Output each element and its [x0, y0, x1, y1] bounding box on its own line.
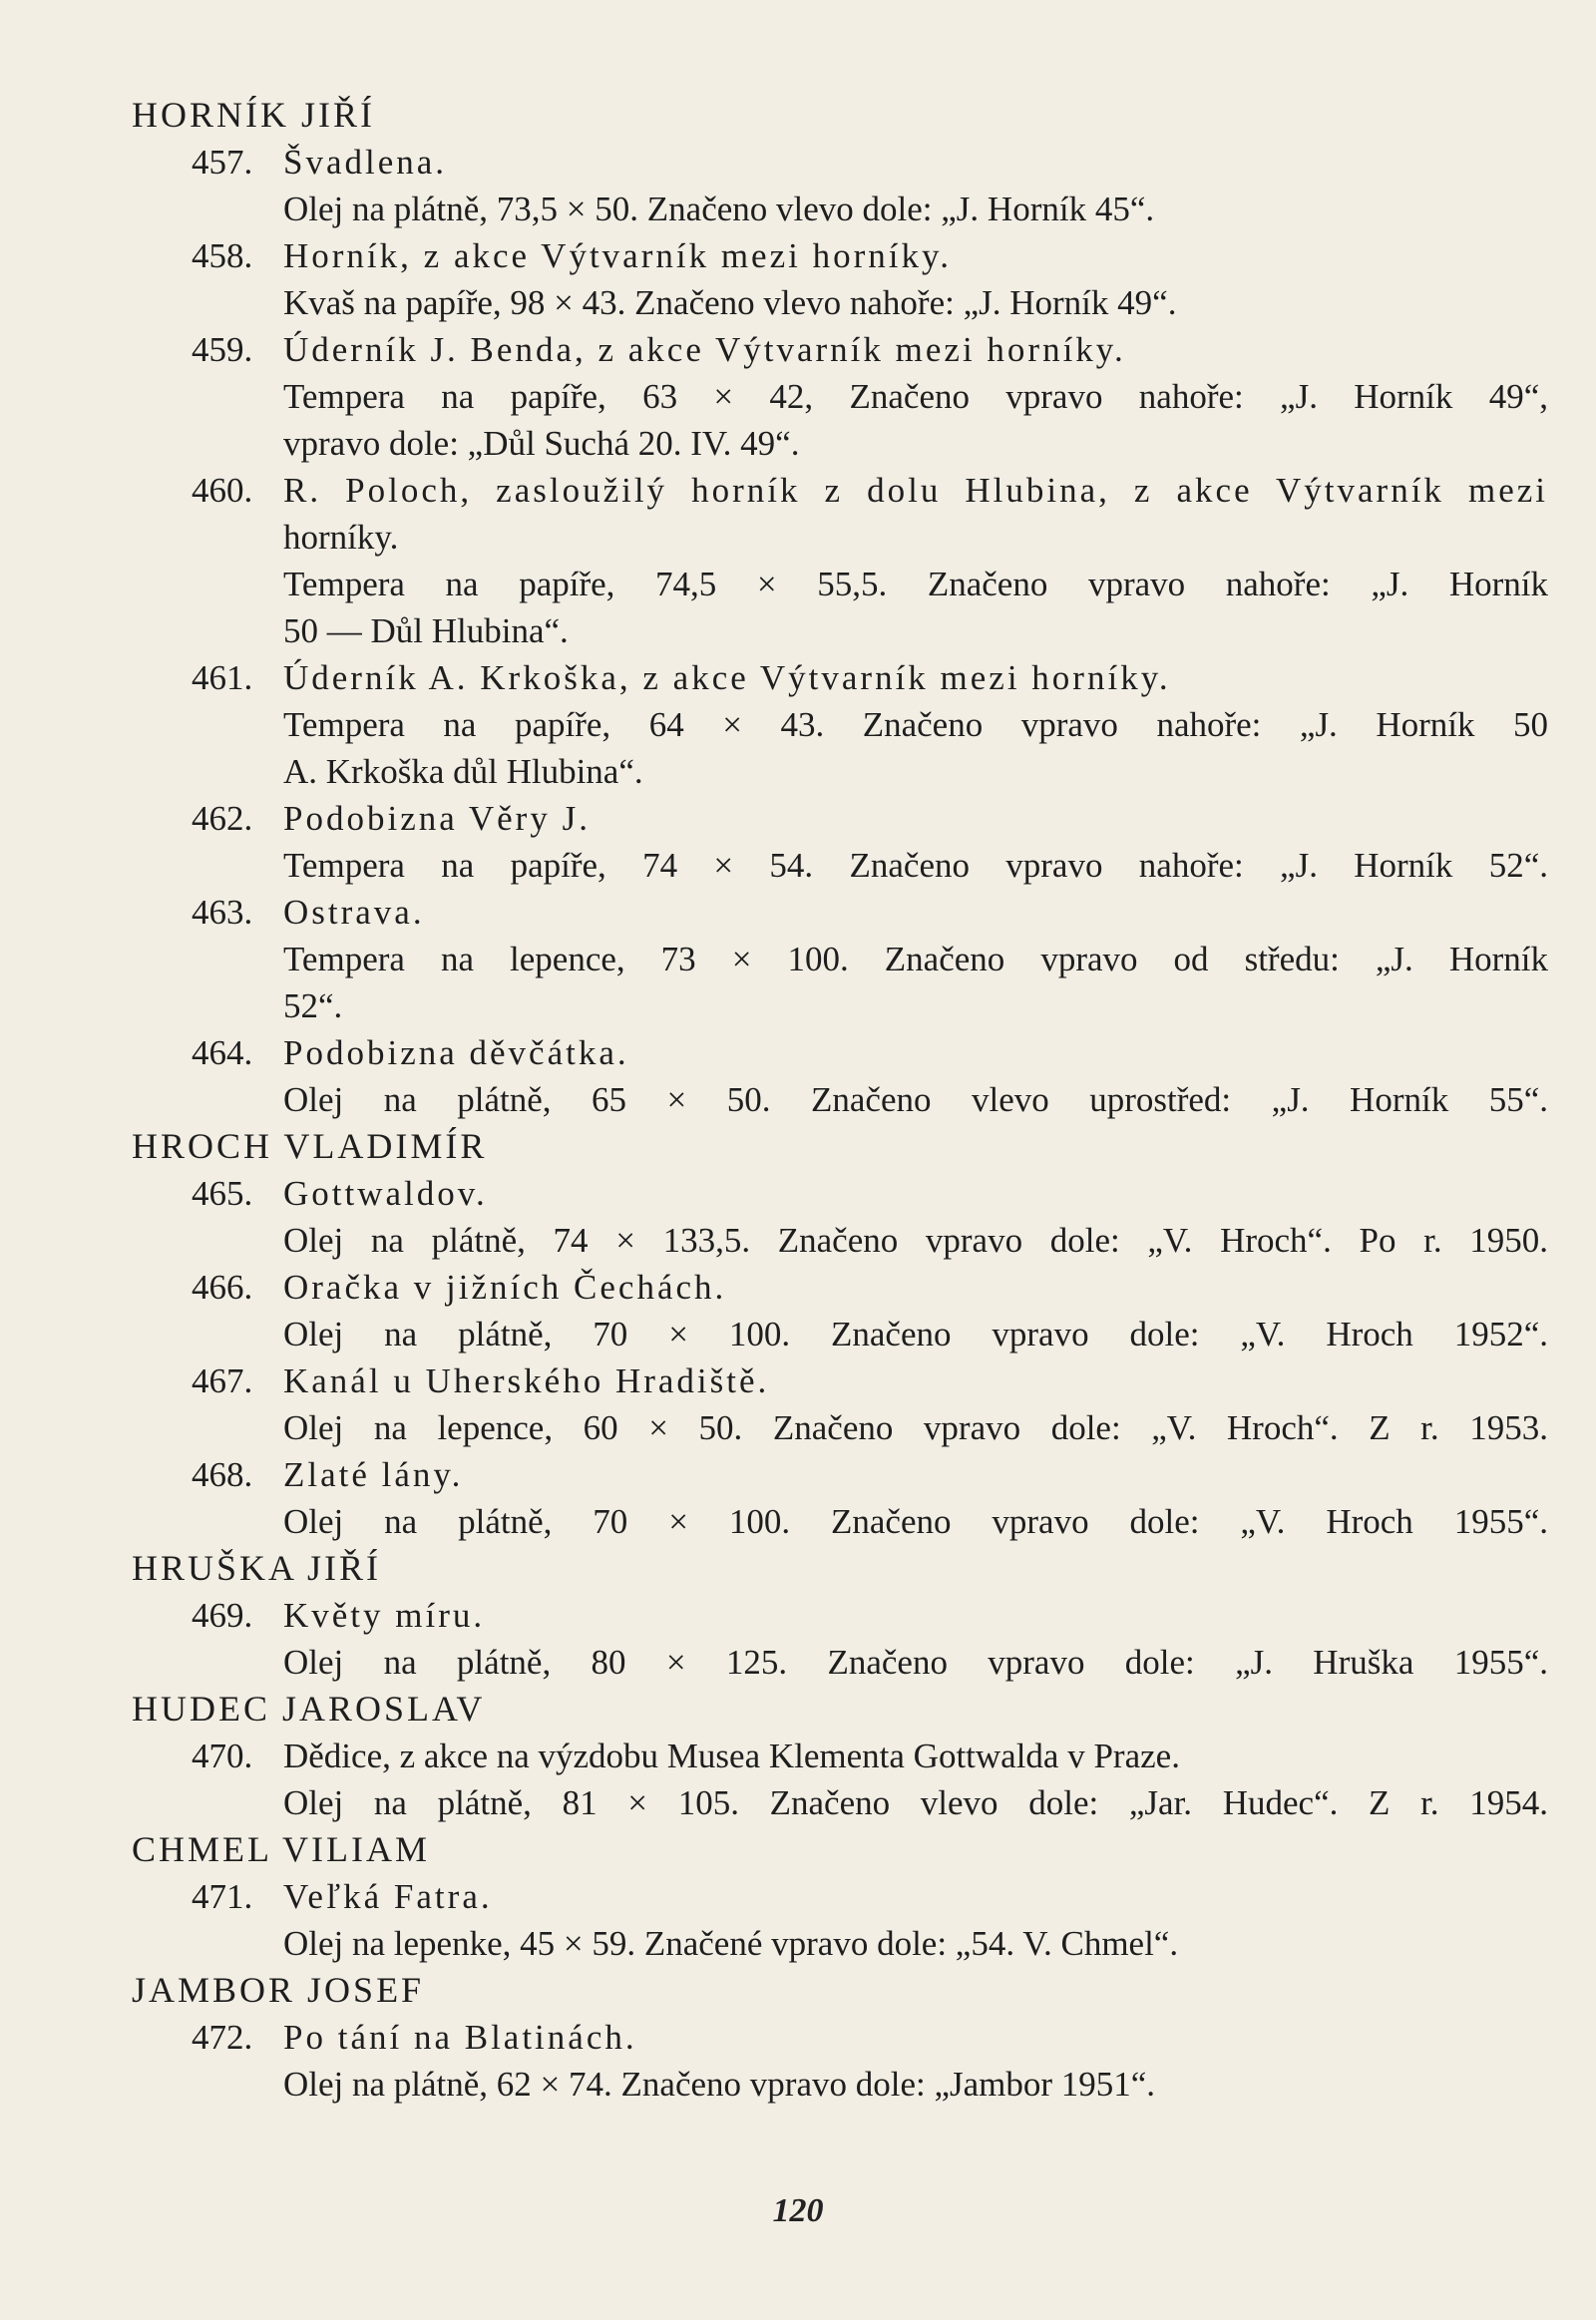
- entry-number: 471.: [192, 1877, 253, 1916]
- work-description: Olej na lepenke, 45 × 59. Značené vpravo dole: „54. V. Chmel“.: [283, 1924, 1179, 1963]
- work-description: Olej na plátně, 81 × 105. Značeno vlevo dole: „Jar. Hudec“. Z r. 1954.: [283, 1783, 1548, 1822]
- work-title: Oračka v jižních Čechách.: [283, 1268, 727, 1307]
- work-title: Horník, z akce Výtvarník mezi horníky.: [283, 236, 952, 275]
- work-title: Ostrava.: [283, 893, 425, 932]
- work-description: Tempera na lepence, 73 × 100. Značeno vpravo od středu: „J. Horník: [283, 940, 1548, 978]
- artist-heading: HROCH VLADIMÍR: [132, 1126, 488, 1166]
- work-description: Tempera na papíře, 74 × 54. Značeno vpravo nahoře: „J. Horník 52“.: [283, 846, 1548, 885]
- artist-heading: HUDEC JAROSLAV: [132, 1689, 486, 1729]
- entry-number: 466.: [192, 1268, 253, 1307]
- work-description: Kvaš na papíře, 98 × 43. Značeno vlevo nahoře: „J. Horník 49“.: [283, 283, 1177, 322]
- work-description: Tempera na papíře, 64 × 43. Značeno vpravo nahoře: „J. Horník 50: [283, 705, 1548, 744]
- entry-number: 460.: [192, 471, 253, 510]
- entry-number: 461.: [192, 658, 253, 697]
- work-title: Květy míru.: [283, 1596, 486, 1635]
- entry-number: 463.: [192, 893, 253, 932]
- work-title: Podobizna děvčátka.: [283, 1033, 629, 1072]
- entry-number: 468.: [192, 1455, 253, 1494]
- work-title: Úderník J. Benda, z akce Výtvarník mezi horníky.: [283, 330, 1126, 369]
- work-description: Olej na plátně, 74 × 133,5. Značeno vpravo dole: „V. Hroch“. Po r. 1950.: [283, 1221, 1548, 1260]
- work-title: Gottwaldov.: [283, 1174, 488, 1213]
- entry-number: 465.: [192, 1174, 253, 1213]
- work-description: Olej na plátně, 62 × 74. Značeno vpravo dole: „Jambor 1951“.: [283, 2065, 1156, 2104]
- work-description: Tempera na papíře, 63 × 42, Značeno vpravo nahoře: „J. Horník 49“,: [283, 377, 1548, 416]
- work-description: 52“.: [283, 986, 343, 1025]
- artist-heading: JAMBOR JOSEF: [132, 1970, 425, 2010]
- work-description: Olej na plátně, 65 × 50. Značeno vlevo uprostřed: „J. Horník 55“.: [283, 1080, 1548, 1119]
- entry-number: 469.: [192, 1596, 253, 1635]
- work-description: Olej na plátně, 73,5 × 50. Značeno vlevo dole: „J. Horník 45“.: [283, 190, 1155, 228]
- work-title: Švadlena.: [283, 143, 448, 182]
- entry-number: 458.: [192, 236, 253, 275]
- work-description: Olej na lepence, 60 × 50. Značeno vpravo dole: „V. Hroch“. Z r. 1953.: [283, 1408, 1548, 1447]
- work-description: A. Krkoška důl Hlubina“.: [283, 752, 643, 791]
- work-description: Olej na plátně, 70 × 100. Značeno vpravo dole: „V. Hroch 1952“.: [283, 1315, 1548, 1353]
- work-description: vpravo dole: „Důl Suchá 20. IV. 49“.: [283, 424, 800, 463]
- work-description: Olej na plátně, 80 × 125. Značeno vpravo dole: „J. Hruška 1955“.: [283, 1643, 1548, 1682]
- work-description: Olej na plátně, 70 × 100. Značeno vpravo dole: „V. Hroch 1955“.: [283, 1502, 1548, 1541]
- work-title: Po tání na Blatinách.: [283, 2018, 637, 2057]
- entry-number: 457.: [192, 143, 253, 182]
- work-title: Zlaté lány.: [283, 1455, 464, 1494]
- work-title: Veľká Fatra.: [283, 1877, 493, 1916]
- artist-heading: HRUŠKA JIŘÍ: [132, 1548, 382, 1588]
- work-title: Podobizna Věry J.: [283, 799, 591, 838]
- page-number: 120: [772, 2192, 824, 2229]
- work-title: Úderník A. Krkoška, z akce Výtvarník mezi horníky.: [283, 658, 1171, 697]
- entry-number: 464.: [192, 1033, 253, 1072]
- work-title: Dědice, z akce na výzdobu Musea Klementa Gottwalda v Praze.: [283, 1737, 1180, 1775]
- work-description: 50 — Důl Hlubina“.: [283, 611, 569, 650]
- entry-number: 472.: [192, 2018, 253, 2057]
- work-title: R. Poloch, zasloužilý horník z dolu Hlubina, z akce Výtvarník mezi: [283, 471, 1548, 510]
- entry-number: 462.: [192, 799, 253, 838]
- artist-heading: CHMEL VILIAM: [132, 1829, 430, 1869]
- artist-heading: HORNÍK JIŘÍ: [132, 95, 375, 135]
- entry-number: 467.: [192, 1361, 253, 1400]
- work-title: Kanál u Uherského Hradiště.: [283, 1361, 770, 1400]
- entry-number: 459.: [192, 330, 253, 369]
- entry-number: 470.: [192, 1737, 253, 1775]
- work-title-continued: horníky.: [283, 518, 399, 557]
- work-description: Tempera na papíře, 74,5 × 55,5. Značeno vpravo nahoře: „J. Horník: [283, 565, 1548, 603]
